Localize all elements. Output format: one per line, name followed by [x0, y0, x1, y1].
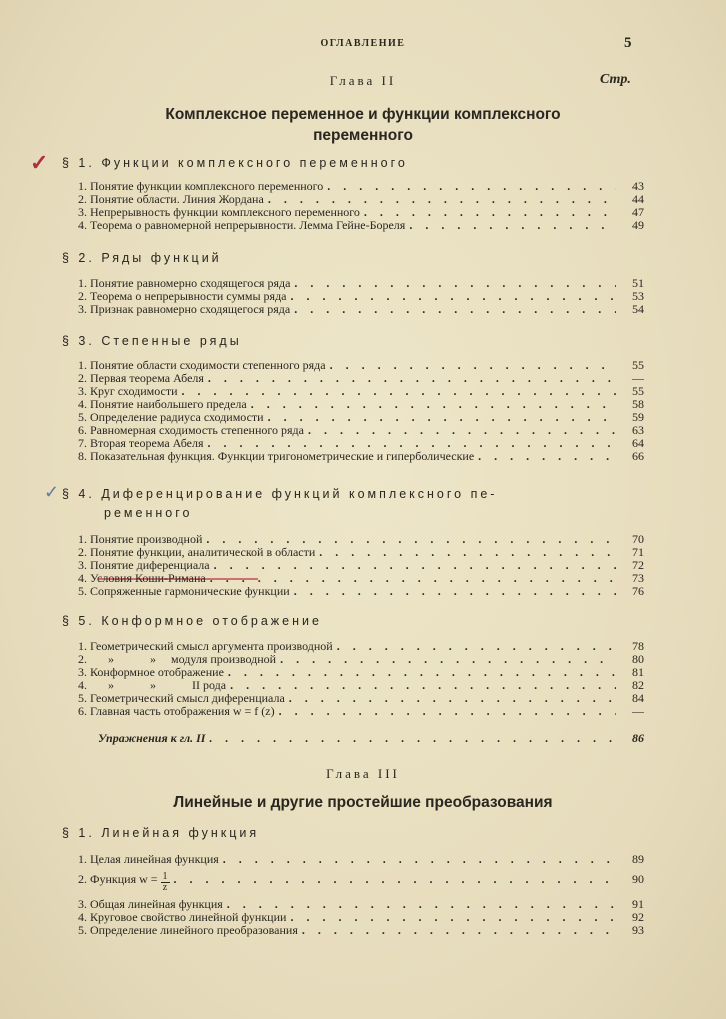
- entry-page: 59: [632, 410, 644, 424]
- entry-title: Геометрический смысл диференциала: [90, 691, 285, 705]
- entry-title: Понятие наибольшего предела: [90, 397, 247, 411]
- entry-title: Понятие области. Линия Жордана: [90, 192, 264, 206]
- toc-entry: [78, 923, 644, 937]
- section-heading: § 4. Диференцирование функций комплексного пе-: [62, 487, 498, 501]
- entry-number: 3.: [78, 384, 90, 398]
- entry-number: 4.: [78, 678, 90, 692]
- section-heading: § 1. Функции комплексного переменного: [62, 156, 408, 170]
- entry-number: 3.: [78, 665, 90, 679]
- dot-leader: [405, 218, 616, 232]
- entry-title: Круг сходимости: [90, 384, 178, 398]
- entry-number: 6.: [78, 423, 90, 437]
- entry-number: 3.: [78, 558, 90, 572]
- entry-title: Признак равномерно сходящегося ряда: [90, 302, 291, 316]
- dot-leader: [315, 545, 616, 559]
- section-heading: § 1. Линейная функция: [62, 826, 260, 840]
- entry-number: 5.: [78, 923, 90, 937]
- entry-page: 55: [632, 384, 644, 398]
- entry-page: 89: [632, 852, 644, 866]
- entry-number: 5.: [78, 584, 90, 598]
- entry-page: 92: [632, 910, 644, 924]
- dot-leader: [286, 910, 616, 924]
- dot-leader: [226, 678, 616, 692]
- entry-number: 5.: [78, 691, 90, 705]
- entry-number: 1.: [78, 532, 90, 546]
- entry-title: Главная часть отображения w = f (z): [90, 704, 275, 718]
- entry-title: Понятие диференциала: [90, 558, 210, 572]
- entry-title: Вторая теорема Абеля: [90, 436, 204, 450]
- dot-leader: [285, 691, 616, 705]
- toc-entry: [78, 358, 644, 372]
- toc-entry: [78, 410, 644, 424]
- entry-page: 44: [632, 192, 644, 206]
- page-number: 5: [624, 35, 632, 51]
- checkmark-annotation-icon: ✓: [44, 482, 60, 502]
- entry-title: Определение линейного преобразования: [90, 923, 298, 937]
- toc-entry: [78, 652, 644, 666]
- checkmark-annotation-icon: ✓: [30, 150, 49, 175]
- entry-number: 6.: [78, 704, 90, 718]
- section-heading: § 2. Ряды функций: [62, 251, 222, 265]
- running-title: ОГЛАВЛЕНИЕ: [320, 38, 406, 49]
- dot-leader: [298, 923, 616, 937]
- toc-entry: [78, 639, 644, 653]
- entry-page: 91: [632, 897, 644, 911]
- chapter-2-title: [60, 104, 666, 146]
- entry-title: Понятие функции, аналитической в области: [90, 545, 316, 559]
- entry-title: Общая линейная функция: [90, 897, 223, 911]
- toc-entry: [98, 731, 644, 745]
- toc-entry: [78, 665, 644, 679]
- toc-entry: [78, 179, 644, 193]
- entry-title: Сопряженные гармонические функции: [90, 584, 290, 598]
- entry-title: Теорема о равномерной непрерывности. Лемма Гейне-Бореля: [90, 218, 406, 232]
- toc-entry: [78, 678, 644, 692]
- dot-leader: [276, 652, 616, 666]
- toc-entry: [78, 704, 644, 718]
- page-column-label: Стр.: [600, 72, 631, 87]
- entry-page: 70: [632, 532, 644, 546]
- entry-page: 66: [632, 449, 644, 463]
- entry-number: 2.: [78, 545, 90, 559]
- entry-title: Равномерная сходимость степенного ряда: [90, 423, 304, 437]
- chapter-2-title-line1: Комплексное переменное и функции комплексного: [165, 106, 561, 123]
- entry-title: Условия Коши-Римана: [90, 571, 206, 585]
- entry-page: 80: [632, 652, 644, 666]
- entry-title: Геометрический смысл аргумента производной: [90, 639, 333, 653]
- entry-title: Показательная функция. Функции тригонометрические и гиперболические: [90, 449, 475, 463]
- dot-leader: [326, 358, 616, 372]
- entry-page: 43: [632, 179, 644, 193]
- entry-page: 90: [632, 872, 644, 886]
- entry-page: 55: [632, 358, 644, 372]
- entry-number: 4.: [78, 910, 90, 924]
- entry-number: 4.: [78, 397, 90, 411]
- toc-entry: [78, 371, 644, 385]
- entry-page: —: [632, 704, 644, 718]
- toc-entry: [78, 276, 644, 290]
- entry-number: 1.: [78, 179, 90, 193]
- toc-entry: [78, 423, 644, 437]
- dot-leader: [474, 449, 616, 463]
- dot-leader: [264, 410, 616, 424]
- entry-number: 8.: [78, 449, 90, 463]
- toc-entry: [78, 910, 644, 924]
- entry-number: 1.: [78, 852, 90, 866]
- entry-number: 1.: [78, 639, 90, 653]
- dot-leader: [287, 289, 616, 303]
- entry-number: 1.: [78, 276, 90, 290]
- dot-leader: [290, 302, 616, 316]
- entry-number: 4.: [78, 571, 90, 585]
- entry-title: Упражнения к гл. II: [98, 731, 206, 745]
- toc-entry: [78, 449, 644, 463]
- dot-leader: [275, 704, 616, 718]
- section-heading: § 5. Конформное отображение: [62, 614, 322, 628]
- toc-entry: [78, 192, 644, 206]
- dot-leader: [219, 852, 616, 866]
- toc-entry: [78, 897, 644, 911]
- entry-page: 76: [632, 584, 644, 598]
- entry-page: 53: [632, 289, 644, 303]
- dot-leader: [210, 558, 616, 572]
- entry-number: 2.: [78, 289, 90, 303]
- dot-leader: [290, 276, 616, 290]
- entry-page: 64: [632, 436, 644, 450]
- toc-entry: [78, 218, 644, 232]
- dot-leader: [178, 384, 616, 398]
- entry-page: 72: [632, 558, 644, 572]
- entry-number: 7.: [78, 436, 90, 450]
- entry-page: 58: [632, 397, 644, 411]
- entry-title: Непрерывность функции комплексного переменного: [90, 205, 360, 219]
- toc-entry: [78, 691, 644, 705]
- toc-entry: [78, 397, 644, 411]
- dot-leader: [290, 584, 616, 598]
- fraction-denominator: z: [162, 882, 168, 893]
- dot-leader: [304, 423, 616, 437]
- dot-leader: [205, 731, 616, 745]
- chapter-3-label: Глава III: [326, 766, 400, 781]
- entry-page: 84: [632, 691, 644, 705]
- fraction: [161, 871, 170, 893]
- toc-entry: [78, 384, 644, 398]
- toc-entry: [78, 871, 644, 893]
- entry-title: Понятие функции комплексного переменного: [90, 179, 324, 193]
- entry-number: 2.: [78, 652, 90, 666]
- section-heading: § 3. Степенные ряды: [62, 334, 242, 348]
- dot-leader: [264, 192, 616, 206]
- entry-page: 81: [632, 665, 644, 679]
- dot-leader: [360, 205, 616, 219]
- dot-leader: [333, 639, 616, 653]
- dot-leader: [223, 897, 616, 911]
- entry-number: 2.: [78, 872, 90, 886]
- entry-title: » » модуля производной: [90, 652, 277, 666]
- entry-page: 51: [632, 276, 644, 290]
- entry-page: 86: [632, 731, 644, 745]
- dot-leader: [224, 665, 616, 679]
- entry-page: 71: [632, 545, 644, 559]
- toc-entry: [78, 571, 644, 585]
- entry-number: 1.: [78, 358, 90, 372]
- entry-page: 82: [632, 678, 644, 692]
- entry-number: 5.: [78, 410, 90, 424]
- entry-page: —: [632, 371, 644, 385]
- entry-page: 49: [632, 218, 644, 232]
- entry-page: 47: [632, 205, 644, 219]
- entry-page: 78: [632, 639, 644, 653]
- entry-number: 2.: [78, 192, 90, 206]
- entry-number: 4.: [78, 218, 90, 232]
- dot-leader: [247, 397, 616, 411]
- entry-title: » » II рода: [90, 678, 227, 692]
- dot-leader: [323, 179, 616, 193]
- entry-number: 3.: [78, 205, 90, 219]
- toc-entry: [78, 558, 644, 572]
- entry-number: 2.: [78, 371, 90, 385]
- entry-title: Круговое свойство линейной функции: [90, 910, 287, 924]
- entry-number: 3.: [78, 302, 90, 316]
- toc-entry: [78, 205, 644, 219]
- toc-entry: [78, 532, 644, 546]
- fraction-numerator: 1: [162, 871, 168, 882]
- entry-title: Понятие производной: [90, 532, 203, 546]
- toc-entry: [78, 545, 644, 559]
- entry-page: 63: [632, 423, 644, 437]
- toc-entry: [78, 302, 644, 316]
- chapter-2-label: Глава II: [329, 73, 397, 88]
- dot-leader: [204, 436, 616, 450]
- entry-title: Определение радиуса сходимости: [90, 410, 264, 424]
- toc-entry: [78, 584, 644, 598]
- entry-number: 3.: [78, 897, 90, 911]
- entry-title: Первая теорема Абеля: [90, 371, 204, 385]
- toc-entry: [78, 289, 644, 303]
- entry-page: 93: [632, 923, 644, 937]
- chapter-3-title: Линейные и другие простейшие преобразования: [173, 794, 553, 811]
- entry-title: Функция w =: [90, 872, 158, 886]
- dot-leader: [170, 872, 616, 886]
- dot-leader: [206, 571, 616, 585]
- entry-title: Теорема о непрерывности суммы ряда: [90, 289, 287, 303]
- section-heading-continued: ременного: [104, 506, 193, 520]
- toc-entry: [78, 852, 644, 866]
- chapter-2-title-line2: переменного: [313, 127, 413, 144]
- dot-leader: [204, 371, 616, 385]
- entry-title: Понятие равномерно сходящегося ряда: [90, 276, 291, 290]
- entry-title: Целая линейная функция: [90, 852, 219, 866]
- entry-page: 54: [632, 302, 644, 316]
- entry-title: Конформное отображение: [90, 665, 224, 679]
- dot-leader: [202, 532, 616, 546]
- entry-page: 73: [632, 571, 644, 585]
- entry-title: Понятие области сходимости степенного ряда: [90, 358, 326, 372]
- toc-entry: [78, 436, 644, 450]
